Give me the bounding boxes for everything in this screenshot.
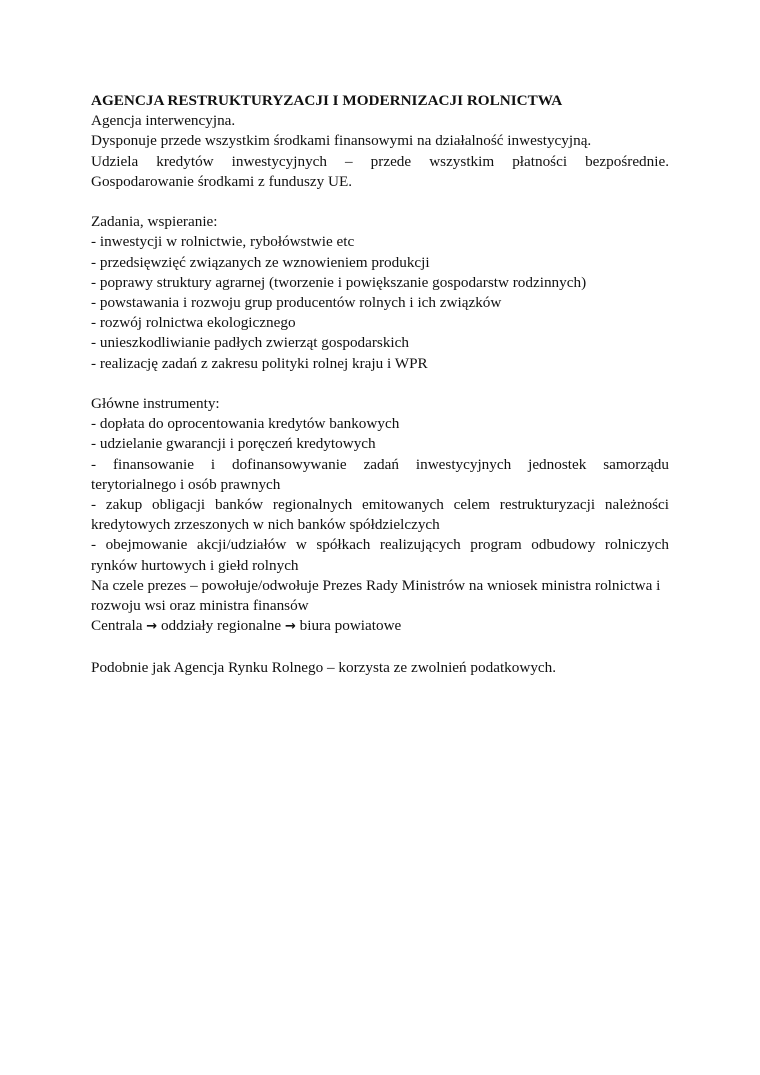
structure-level-1: Centrala (91, 617, 143, 635)
intro-line: Dysponuje przede wszystkim środkami finansowymi na działalność inwestycyjną. (91, 132, 592, 150)
task-item: - przedsięwzięć związanych ze wznowieniem produkcji (91, 253, 430, 271)
document-title: AGENCJA RESTRUKTURYZACJI I MODERNIZACJI ROLNICTWA (91, 92, 563, 109)
instrument-item: - dopłata do oprocentowania kredytów bankowych (91, 415, 400, 433)
leadership-line: rozwoju wsi oraz ministra finansów (91, 597, 309, 615)
instrument-item: - zakup obligacji banków regionalnych emitowanych celem restrukturyzacji należności (91, 496, 669, 514)
task-item: - realizację zadań z zakresu polityki rolnej kraju i WPR (91, 354, 428, 372)
intro-line: Gospodarowanie środkami z funduszy UE. (91, 172, 353, 190)
instrument-item: - udzielanie gwarancji i poręczeń kredytowych (91, 435, 376, 453)
structure-level-2: oddziały regionalne (160, 617, 282, 635)
intro-line: Udziela kredytów inwestycyjnych – przede wszystkim płatności bezpośrednie. (91, 152, 669, 170)
task-item: - rozwój rolnictwa ekologicznego (91, 314, 296, 332)
task-item: - powstawania i rozwoju grup producentów rolnych i ich związków (91, 294, 502, 312)
instrument-item-continuation: rynków hurtowych i giełd rolnych (91, 556, 299, 574)
structure-level-3: biura powiatowe (299, 617, 402, 635)
instrument-item: - obejmowanie akcji/udziałów w spółkach realizujących program odbudowy rolniczych (91, 536, 669, 554)
arrow-right-icon: → (284, 619, 296, 635)
tasks-heading: Zadania, wspieranie: (91, 213, 218, 231)
spacer (91, 374, 669, 394)
intro-line: Agencja interwencyjna. (91, 112, 236, 130)
task-item: - poprawy struktury agrarnej (tworzenie i powiększanie gospodarstw rodzinnych) (91, 273, 587, 291)
arrow-right-icon: → (146, 619, 158, 635)
structure-line (91, 616, 669, 637)
leadership-line: Na czele prezes – powołuje/odwołuje Prezes Rady Ministrów na wniosek ministra rolnictwa i (91, 576, 661, 594)
spacer (91, 192, 669, 212)
instrument-item-continuation: kredytowych zrzeszonych w nich banków spółdzielczych (91, 516, 440, 534)
task-item: - inwestycji w rolnictwie, rybołówstwie etc (91, 233, 355, 251)
closing-line: Podobnie jak Agencja Rynku Rolnego – korzysta ze zwolnień podatkowych. (91, 658, 557, 676)
document-body (91, 91, 669, 678)
spacer (91, 637, 669, 657)
instruments-heading: Główne instrumenty: (91, 395, 220, 413)
task-item: - unieszkodliwianie padłych zwierząt gospodarskich (91, 334, 409, 352)
instrument-item-continuation: terytorialnego i osób prawnych (91, 475, 281, 493)
instrument-item: - finansowanie i dofinansowywanie zadań inwestycyjnych jednostek samorządu (91, 455, 669, 473)
